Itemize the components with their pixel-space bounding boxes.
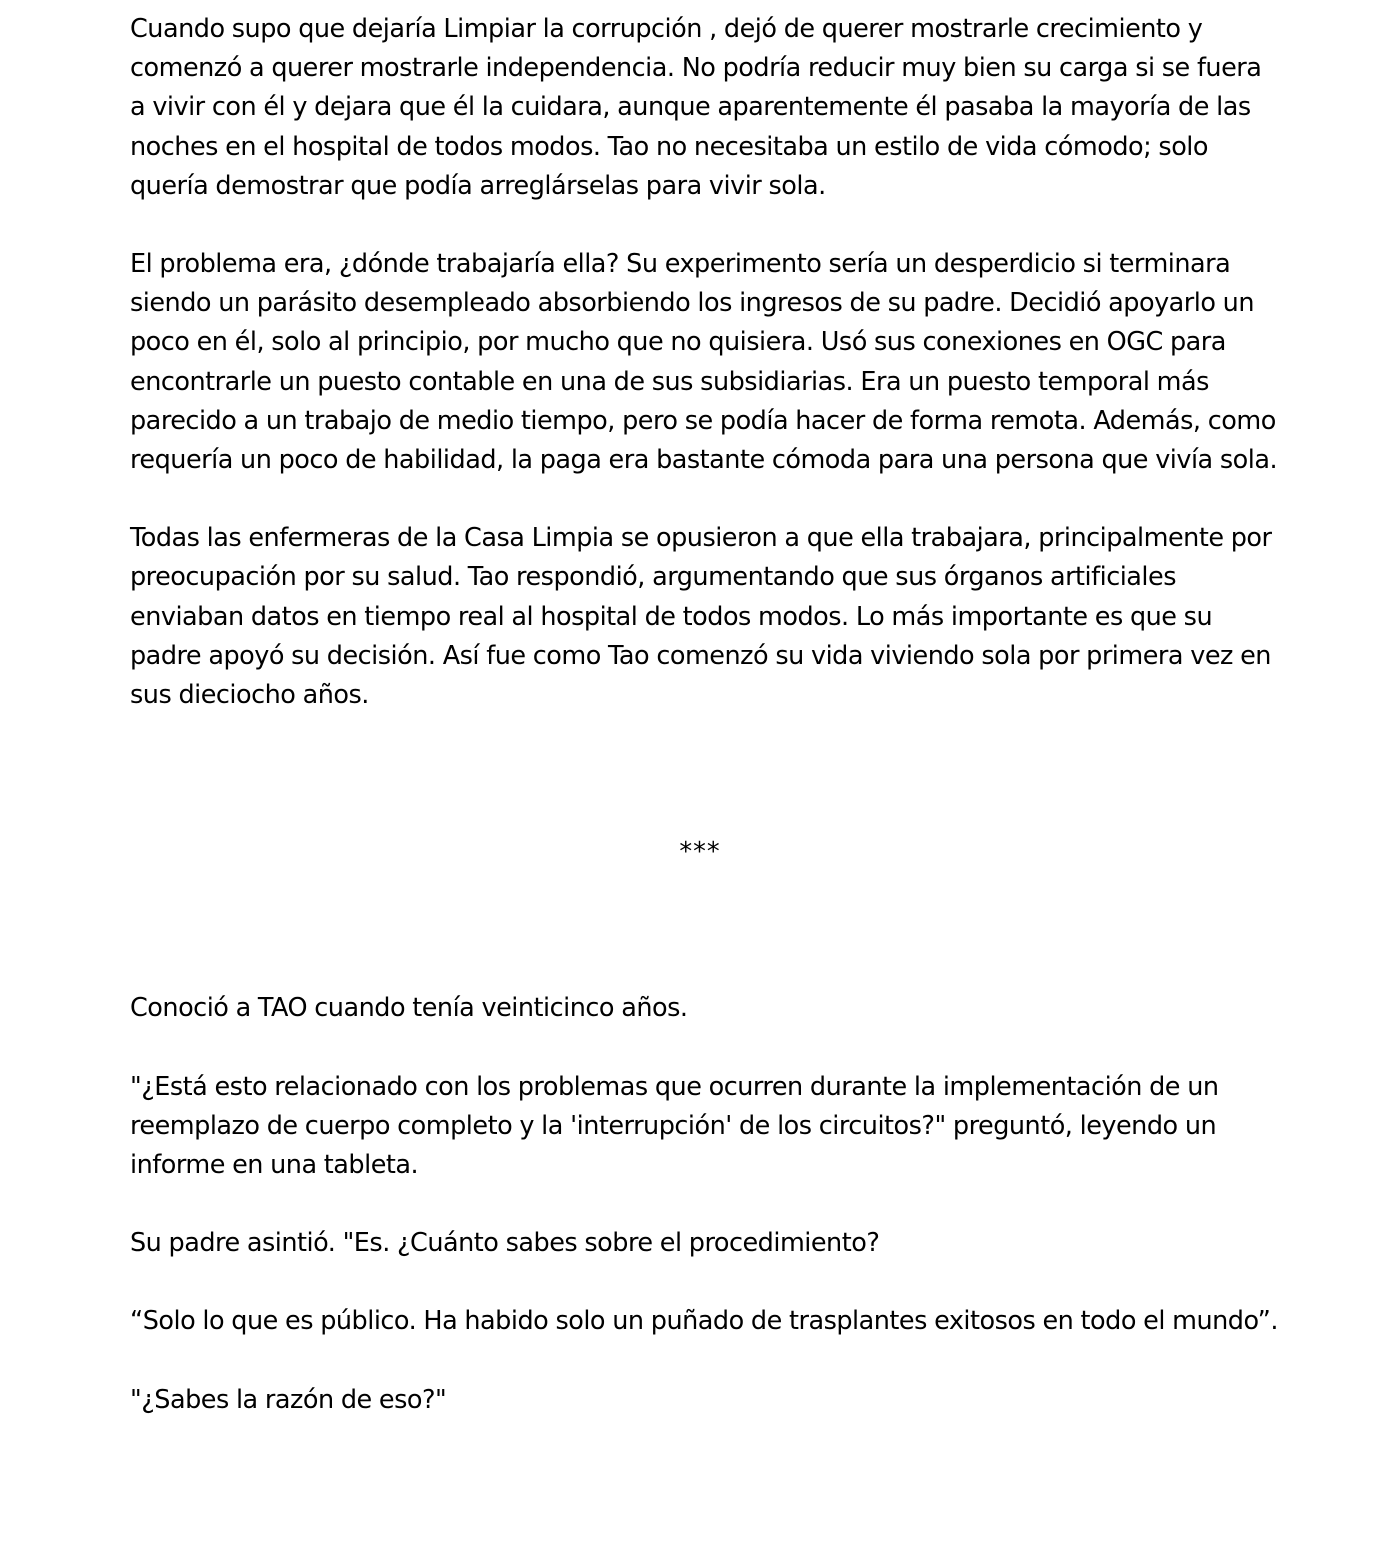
paragraph-question-report: "¿Está esto relacionado con los problemas que ocurren durante la implementación de un reemplazo de cuerpo completo y la 'interrupción' de los circuitos?" preguntó, leyendo un informe en una tableta. [130, 1071, 1219, 1181]
paragraph-know-reason: "¿Sabes la razón de eso?" [130, 1384, 447, 1415]
paragraph-met-tao: Conoció a TAO cuando tenía veinticinco años. [130, 993, 688, 1024]
paragraph-independence: Cuando supo que dejaría Limpiar la corrupción , dejó de querer mostrarle crecimiento y comenzó a querer mostrarle independencia. No podría reducir muy bien su carga si se fuera a vivir con él y dejara que él la cuidara, aunque aparentemente él pasaba la mayoría de las noches en el hospital de todos modos. Tao no necesitaba un estilo de vida cómodo; solo quería demostrar que podía arreglárselas para vivir sola. [130, 14, 1262, 201]
paragraph-public-knowledge: “Solo lo que es público. Ha habido solo un puñado de trasplantes exitosos en todo el mundo”. [130, 1306, 1278, 1337]
paragraph-nurses-objection: Todas las enfermeras de la Casa Limpia se opusieron a que ella trabajara, principalmente por preocupación por su salud. Tao respondió, argumentando que sus órganos artificiales enviaban datos en tiempo real al hospital de todos modos. Lo más importante es que su padre apoyó su decisión. Así fue como Tao comenzó su vida viviendo sola por primera vez en sus dieciocho años. [130, 523, 1272, 711]
paragraph-father-nodded: Su padre asintió. "Es. ¿Cuánto sabes sobre el procedimiento? [130, 1228, 880, 1259]
scene-break-separator: *** [679, 837, 721, 868]
document-page [130, 10, 1280, 1420]
paragraph-work-problem: El problema era, ¿dónde trabajaría ella? Su experimento sería un desperdicio si terminara siendo un parásito desempleado absorbiendo los ingresos de su padre. Decidió apoyarlo un poco en él, solo al principio, por mucho que no quisiera. Usó sus conexiones en OGC para encontrarle un puesto contable en una de sus subsidiarias. Era un puesto temporal más parecido a un trabajo de medio tiempo, pero se podía hacer de forma remota. Además, como requería un poco de habilidad, la paga era bastante cómoda para una persona que vivía sola. [130, 249, 1278, 476]
